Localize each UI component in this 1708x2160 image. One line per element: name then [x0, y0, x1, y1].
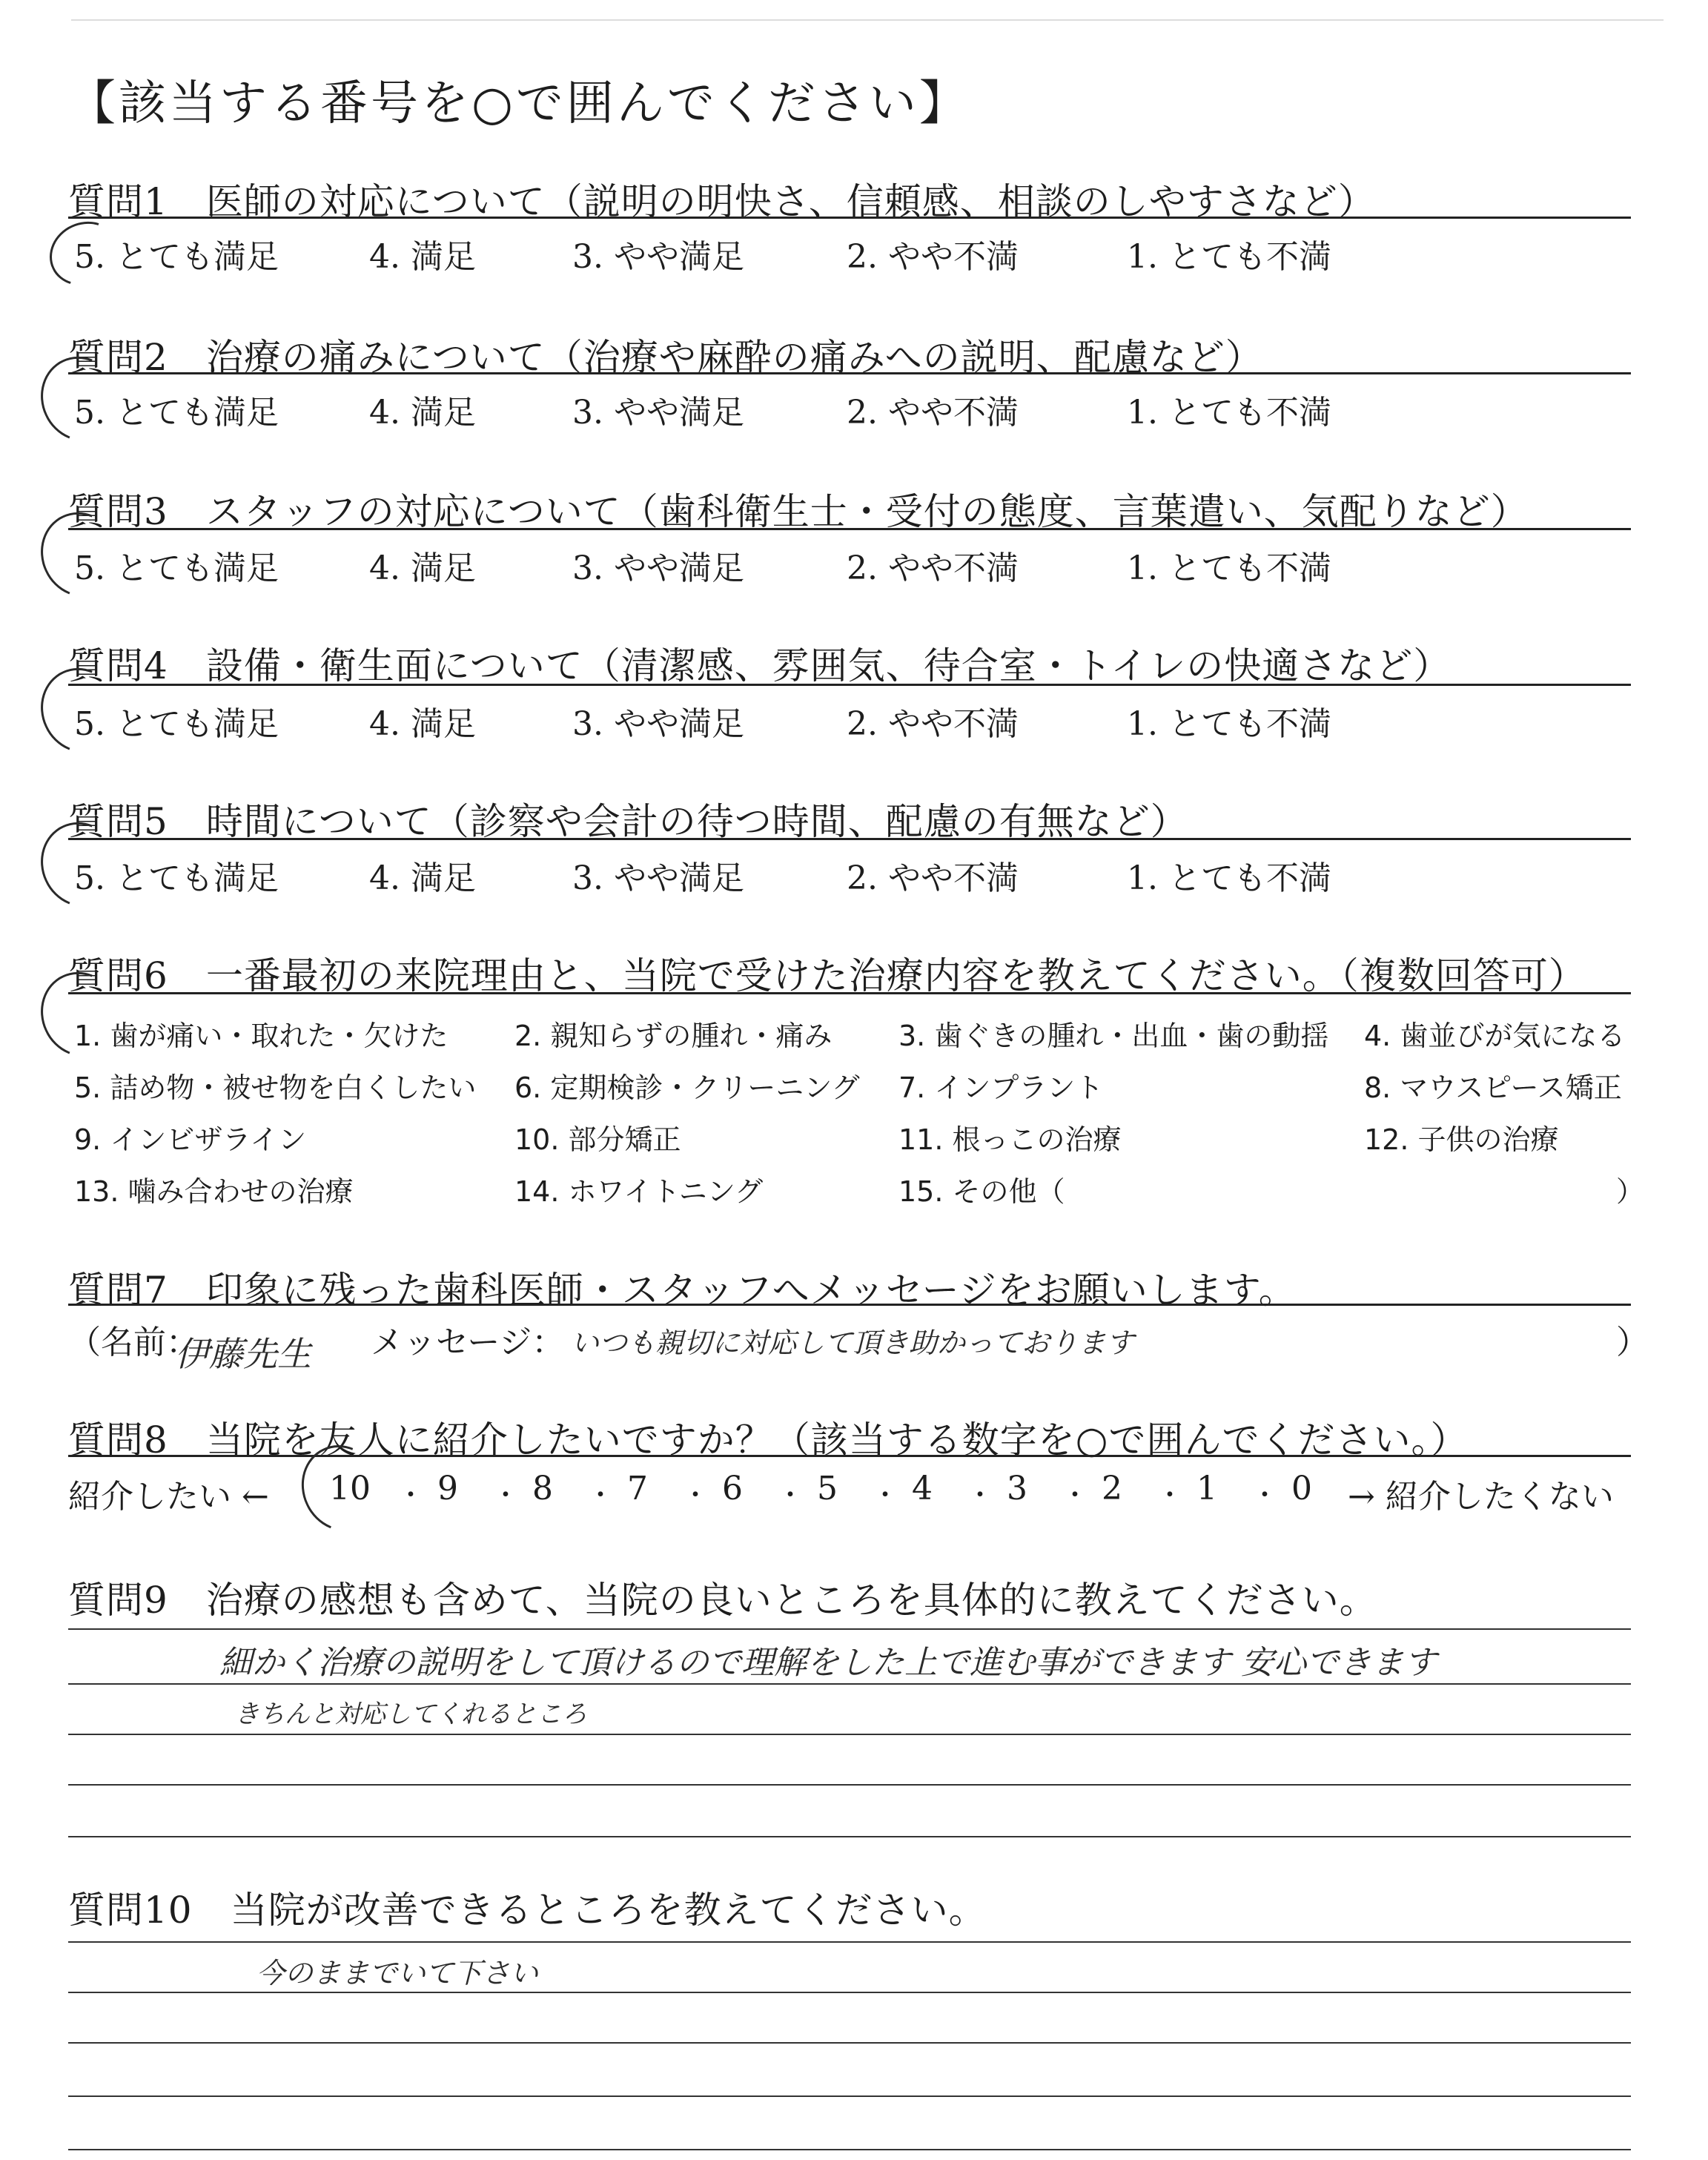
q7-name-value[interactable]: 伊藤先生 — [175, 1334, 311, 1374]
question-6-rule — [68, 992, 1631, 994]
q1-option-3[interactable]: 3. やや満足 — [572, 238, 744, 276]
q7-close: ） — [1616, 1324, 1649, 1361]
answer-line — [68, 2042, 1631, 2044]
q6-item-12[interactable]: 12. 子供の治療 — [1364, 1123, 1559, 1156]
answer-line — [68, 1628, 1631, 1630]
q8-scale-10[interactable]: 10 — [329, 1470, 371, 1507]
question-8-title: 質問8 当院を友人に紹介したいですか？（該当する数字を○で囲んでください。） — [68, 1418, 1469, 1462]
q2-option-1[interactable]: 1. とても不満 — [1127, 394, 1331, 432]
q6-item-2[interactable]: 2. 親知らずの腫れ・痛み — [514, 1020, 833, 1052]
q2-option-2[interactable]: 2. やや不満 — [847, 394, 1019, 432]
question-4-title: 質問4 設備・衛生面について（清潔感、雰囲気、待合室・トイレの快適さなど） — [68, 644, 1452, 687]
q6-item-14[interactable]: 14. ホワイトニング — [514, 1175, 764, 1208]
q6-item-6[interactable]: 6. 定期検診・クリーニング — [514, 1071, 860, 1104]
answer-line — [68, 1683, 1631, 1685]
q4-option-5[interactable]: 5. とても満足 — [74, 705, 279, 743]
q10-answer[interactable]: 今のままでいて下さい — [256, 1957, 539, 1989]
q8-scale-8[interactable]: 8 — [532, 1470, 553, 1507]
q6-item-3[interactable]: 3. 歯ぐきの腫れ・出血・歯の動揺 — [898, 1020, 1329, 1052]
q8-separator: ・ — [777, 1480, 804, 1510]
top-border — [71, 19, 1664, 21]
q8-scale-4[interactable]: 4 — [912, 1470, 933, 1507]
q9-answer-line-2[interactable]: きちんと対応してくれるところ — [234, 1700, 587, 1729]
q5-option-2[interactable]: 2. やや不満 — [847, 859, 1019, 897]
answer-line — [68, 1836, 1631, 1837]
q8-left-label: 紹介したい ← — [68, 1478, 269, 1516]
q8-separator: ・ — [1251, 1480, 1279, 1510]
q8-scale-2[interactable]: 2 — [1102, 1470, 1122, 1507]
q8-scale-1[interactable]: 1 — [1196, 1470, 1217, 1507]
q6-other-close: ） — [1616, 1175, 1645, 1208]
q2-option-5[interactable]: 5. とても満足 — [74, 394, 279, 432]
q6-item-9[interactable]: 9. インビザライン — [74, 1123, 307, 1156]
q5-option-3[interactable]: 3. やや満足 — [572, 859, 744, 897]
q6-item-15[interactable]: 15. その他（ — [898, 1175, 1065, 1208]
q4-option-4[interactable]: 4. 満足 — [369, 705, 476, 743]
question-5-rule — [68, 838, 1631, 840]
q6-item-1[interactable]: 1. 歯が痛い・取れた・欠けた — [74, 1020, 448, 1052]
q6-item-8[interactable]: 8. マウスピース矯正 — [1364, 1071, 1622, 1104]
q2-option-3[interactable]: 3. やや満足 — [572, 394, 744, 432]
question-1-rule — [68, 217, 1631, 219]
q8-scale-3[interactable]: 3 — [1007, 1470, 1027, 1507]
q5-option-1[interactable]: 1. とても不満 — [1127, 859, 1331, 897]
q3-option-5[interactable]: 5. とても満足 — [74, 549, 279, 587]
question-7-rule — [68, 1304, 1631, 1306]
question-2-title: 質問2 治療の痛みについて（治療や麻酔の痛みへの説明、配慮など） — [68, 336, 1263, 379]
q8-scale-5[interactable]: 5 — [817, 1470, 838, 1507]
q1-option-2[interactable]: 2. やや不満 — [847, 238, 1019, 276]
q6-item-13[interactable]: 13. 噛み合わせの治療 — [74, 1175, 354, 1208]
q8-separator: ・ — [492, 1480, 520, 1510]
answer-line — [68, 1941, 1631, 1943]
question-2-rule — [68, 372, 1631, 374]
q3-option-2[interactable]: 2. やや不満 — [847, 549, 1019, 587]
question-8-rule — [68, 1455, 1631, 1457]
q8-separator: ・ — [587, 1480, 615, 1510]
q6-item-11[interactable]: 11. 根っこの治療 — [898, 1123, 1122, 1156]
page-title: 【該当する番号を○で囲んでください】 — [68, 76, 970, 131]
q6-item-5[interactable]: 5. 詰め物・被せ物を白くしたい — [74, 1071, 477, 1104]
q8-separator: ・ — [872, 1480, 899, 1510]
q6-item-7[interactable]: 7. インプラント — [898, 1071, 1104, 1104]
q8-scale-9[interactable]: 9 — [437, 1470, 458, 1507]
q8-separator: ・ — [967, 1480, 994, 1510]
q6-item-4[interactable]: 4. 歯並びが気になる — [1364, 1020, 1626, 1052]
answer-line — [68, 2095, 1631, 2097]
q6-item-10[interactable]: 10. 部分矯正 — [514, 1123, 681, 1156]
q9-answer-line-1[interactable]: 細かく治療の説明をして頂けるので理解をした上で進む事ができます 安心できます — [219, 1644, 1437, 1682]
q4-option-2[interactable]: 2. やや不満 — [847, 705, 1019, 743]
question-4-rule — [68, 684, 1631, 686]
answer-line — [68, 1784, 1631, 1786]
q8-separator: ・ — [1062, 1480, 1089, 1510]
q7-message-label: メッセージ： — [371, 1324, 565, 1361]
q3-option-3[interactable]: 3. やや満足 — [572, 549, 744, 587]
q8-scale-7[interactable]: 7 — [627, 1470, 648, 1507]
question-3-title: 質問3 スタッフの対応について（歯科衛生士・受付の態度、言葉遣い、気配りなど） — [68, 490, 1529, 533]
q8-separator: ・ — [397, 1480, 425, 1510]
q2-option-4[interactable]: 4. 満足 — [369, 394, 476, 432]
question-10-title: 質問10 当院が改善できるところを教えてください。 — [68, 1889, 987, 1932]
q8-scale-0[interactable]: 0 — [1291, 1470, 1312, 1507]
q7-name-label: （名前： — [68, 1324, 199, 1361]
q8-separator: ・ — [1156, 1480, 1184, 1510]
q7-message-value[interactable]: いつも親切に対応して頂き助かっております — [571, 1327, 1135, 1359]
question-6-title: 質問6 一番最初の来院理由と、当院で受けた治療内容を教えてください。（複数回答可） — [68, 954, 1586, 997]
question-9-title: 質問9 治療の感想も含めて、当院の良いところを具体的に教えてください。 — [68, 1579, 1377, 1622]
answer-line — [68, 2149, 1631, 2150]
q3-option-1[interactable]: 1. とても不満 — [1127, 549, 1331, 587]
q1-option-4[interactable]: 4. 満足 — [369, 238, 476, 276]
q8-scale-6[interactable]: 6 — [722, 1470, 743, 1507]
q5-option-5[interactable]: 5. とても満足 — [74, 859, 279, 897]
question-7-title: 質問7 印象に残った歯科医師・スタッフへメッセージをお願いします。 — [68, 1269, 1297, 1312]
answer-line — [68, 1992, 1631, 1993]
question-5-title: 質問5 時間について（診察や会計の待つ時間、配慮の有無など） — [68, 800, 1188, 843]
q5-option-4[interactable]: 4. 満足 — [369, 859, 476, 897]
q4-option-3[interactable]: 3. やや満足 — [572, 705, 744, 743]
q4-option-1[interactable]: 1. とても不満 — [1127, 705, 1331, 743]
q8-separator: ・ — [682, 1480, 709, 1510]
question-1-title: 質問1 医師の対応について（説明の明快さ、信頼感、相談のしやすさなど） — [68, 180, 1376, 223]
q3-option-4[interactable]: 4. 満足 — [369, 549, 476, 587]
q1-option-1[interactable]: 1. とても不満 — [1127, 238, 1331, 276]
q8-right-label: → 紹介したくない — [1348, 1478, 1614, 1516]
question-3-rule — [68, 528, 1631, 530]
q1-option-5[interactable]: 5. とても満足 — [74, 238, 279, 276]
answer-line — [68, 1734, 1631, 1735]
